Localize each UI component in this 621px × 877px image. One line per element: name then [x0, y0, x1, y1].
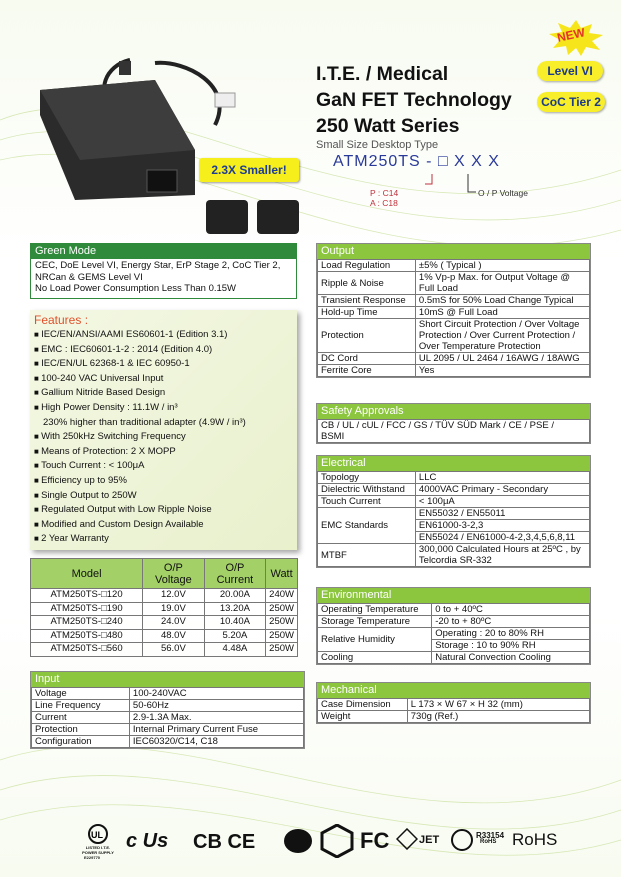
spec-value: 1% Vp-p Max. for Output Voltage @ Full Load	[415, 272, 589, 295]
cul-us-logo: c Us	[126, 830, 169, 852]
spec-label: Storage Temperature	[318, 616, 432, 628]
feature-item: ■ Means of Protection: 2 X MOPP	[30, 445, 297, 460]
features-title: Features :	[34, 313, 89, 327]
current-cell: 4.48A	[204, 643, 266, 657]
cb-ce-logo: CB CE	[193, 831, 256, 853]
spec-value: 730g (Ref.)	[407, 711, 589, 723]
feature-item: ■ IEC/EN/ANSI/AAMI ES60601-1 (Edition 3.1)	[30, 328, 297, 343]
spec-value: L 173 × W 67 × H 32 (mm)	[407, 699, 589, 711]
output-section	[316, 243, 591, 378]
safety-section	[316, 403, 591, 444]
spec-label: Case Dimension	[318, 699, 408, 711]
voltage-cell: 56.0V	[143, 643, 205, 657]
spec-value: ±5% ( Typical )	[415, 260, 589, 272]
spec-value: IEC60320/C14, C18	[129, 736, 303, 748]
bsmi-code: R33154	[476, 831, 505, 840]
mechanical-section	[316, 682, 591, 724]
feature-item: ■ Efficiency up to 95%	[30, 474, 297, 489]
feature-item: ■ High Power Density : 11.1W / in³	[30, 401, 297, 416]
watt-cell: 250W	[266, 629, 298, 643]
spec-label: Line Frequency	[32, 700, 130, 712]
spec-label: Voltage	[32, 688, 130, 700]
spec-value: EN61000-3-2,3	[415, 520, 589, 532]
feature-item: ■ EMC : IEC60601-1-2 : 2014 (Edition 4.0)	[30, 343, 297, 358]
spec-value: Natural Convection Cooling	[432, 652, 590, 664]
spec-label: Dielectric Withstand	[318, 484, 416, 496]
watt-header: Watt	[266, 559, 298, 589]
spec-label: Ferrite Core	[318, 365, 416, 377]
voltage-cell: 19.0V	[143, 602, 205, 616]
code-note-c18: A : C18	[370, 198, 398, 208]
feature-item: ■ Single Output to 250W	[30, 489, 297, 504]
current-cell: 10.40A	[204, 616, 266, 630]
title-line-2: GaN FET Technology	[316, 89, 512, 111]
green-mode-line: CEC, DoE Level VI, Energy Star, ErP Stage 2, CoC Tier 2,	[35, 260, 281, 271]
spec-value: 4000VAC Primary - Secondary	[415, 484, 589, 496]
feature-item: ■ Regulated Output with Low Ripple Noise	[30, 503, 297, 518]
model-cell: ATM250TS-□560	[31, 643, 143, 657]
spec-value: Internal Primary Current Fuse	[129, 724, 303, 736]
watt-cell: 240W	[266, 589, 298, 603]
level-vi-badge: Level VI	[537, 61, 603, 81]
spec-value: 50-60Hz	[129, 700, 303, 712]
safety-title: Safety Approvals	[317, 404, 590, 419]
c14-connector-icon	[206, 200, 248, 234]
spec-label: DC Cord	[318, 353, 416, 365]
smaller-badge: 2.3X Smaller!	[199, 158, 299, 182]
spec-value: Operating : 20 to 80% RH	[432, 628, 590, 640]
model-table	[30, 558, 298, 657]
environmental-title: Environmental	[317, 588, 590, 603]
table-row	[31, 629, 298, 643]
rohs-logo: RoHS	[512, 830, 558, 849]
green-mode-box	[30, 243, 297, 299]
spec-label: Current	[32, 712, 130, 724]
spec-label: Ripple & Noise	[318, 272, 416, 295]
table-row	[31, 589, 298, 603]
spec-value: -20 to + 80ºC	[432, 616, 590, 628]
green-mode-line: NRCan & GEMS Level VI	[35, 271, 143, 283]
spec-value: 100-240VAC	[129, 688, 303, 700]
spec-label: Transient Response	[318, 295, 416, 307]
watt-cell: 250W	[266, 643, 298, 657]
code-note-voltage: O / P Voltage	[478, 188, 528, 198]
model-header: Model	[31, 559, 143, 589]
environmental-section	[316, 587, 591, 665]
spec-label: Cooling	[318, 652, 432, 664]
pse-logo-icon	[283, 826, 313, 856]
feature-item: ■ Touch Current : < 100μA	[30, 459, 297, 474]
model-code-arrows	[400, 172, 490, 202]
spec-value: 0.5mS for 50% Load Change Typical	[415, 295, 589, 307]
electrical-section	[316, 455, 591, 568]
spec-label: Configuration	[32, 736, 130, 748]
feature-item: 230% higher than traditional adapter (4.9W / in³)	[43, 416, 246, 428]
model-cell: ATM250TS-□120	[31, 589, 143, 603]
pse-diamond-icon	[396, 828, 418, 850]
feature-item: ■ IEC/EN/UL 62368-1 & IEC 60950-1	[30, 357, 297, 372]
model-cell: ATM250TS-□480	[31, 629, 143, 643]
feature-item: ■ 2 Year Warranty	[30, 532, 297, 547]
spec-label: Hold-up Time	[318, 307, 416, 319]
safety-line: BSMI	[318, 431, 590, 443]
model-cell: ATM250TS-□190	[31, 602, 143, 616]
safety-line: CB / UL / cUL / FCC / GS / TÜV SÜD Mark / CE / PSE /	[318, 420, 590, 432]
spec-value: UL 2095 / UL 2464 / 16AWG / 18AWG	[415, 353, 589, 365]
feature-item: ■ Modified and Custom Design Available	[30, 518, 297, 533]
spec-label: Touch Current	[318, 496, 416, 508]
model-code: ATM250TS - □ X X X	[333, 153, 500, 170]
input-title: Input	[31, 672, 304, 687]
ul-code-text: E229770	[84, 855, 101, 860]
c18-connector-icon	[257, 200, 299, 234]
voltage-cell: 48.0V	[143, 629, 205, 643]
feature-item: ■ Gallium Nitride Based Design	[30, 386, 297, 401]
svg-text:UL: UL	[91, 830, 103, 840]
spec-value: < 100μA	[415, 496, 589, 508]
spec-label: Weight	[318, 711, 408, 723]
input-section	[30, 671, 305, 749]
mechanical-title: Mechanical	[317, 683, 590, 698]
spec-label: MTBF	[318, 544, 416, 567]
model-cell: ATM250TS-□240	[31, 616, 143, 630]
spec-label: Load Regulation	[318, 260, 416, 272]
ul-listed-text: LISTED I.T.E. POWER SUPPLY	[82, 845, 114, 855]
product-subtitle: Small Size Desktop Type	[316, 139, 439, 151]
voltage-header: O/P Voltage	[143, 559, 205, 589]
spec-value: Storage : 10 to 90% RH	[432, 640, 590, 652]
green-mode-line: No Load Power Consumption Less Than 0.15W	[35, 283, 237, 294]
spec-value: Short Circuit Protection / Over Voltage Protection / Over Current Protection / Over Temperature Protection	[415, 319, 589, 353]
table-row	[31, 602, 298, 616]
electrical-title: Electrical	[317, 456, 590, 471]
bsmi-logo-icon	[450, 828, 474, 852]
spec-value: 2.9-1.3A Max.	[129, 712, 303, 724]
current-header: O/P Current	[204, 559, 266, 589]
spec-label: Relative Humidity	[318, 628, 432, 652]
watt-cell: 250W	[266, 602, 298, 616]
jet-logo: JET	[419, 834, 440, 846]
certification-logos	[78, 822, 568, 862]
spec-value: 0 to + 40ºC	[432, 604, 590, 616]
coc-tier-badge: CoC Tier 2	[537, 92, 605, 112]
voltage-cell: 24.0V	[143, 616, 205, 630]
spec-value: EN55032 / EN55011	[415, 508, 589, 520]
power-adapter-image	[35, 55, 250, 205]
voltage-cell: 12.0V	[143, 589, 205, 603]
features-panel	[30, 310, 297, 550]
rohs-small: RoHS	[480, 839, 497, 845]
new-badge-label: NEW	[555, 25, 587, 45]
tuv-logo-icon	[320, 824, 354, 858]
spec-value: 300,000 Calculated Hours at 25ºC , by Telcordia SR-332	[415, 544, 589, 567]
fc-logo: FC	[360, 828, 390, 853]
spec-value: 10mS @ Full Load	[415, 307, 589, 319]
current-cell: 13.20A	[204, 602, 266, 616]
spec-value: Yes	[415, 365, 589, 377]
spec-label: Topology	[318, 472, 416, 484]
code-note-c14: P : C14	[370, 188, 399, 198]
title-line-1: I.T.E. / Medical	[316, 63, 449, 85]
feature-item: ■ With 250kHz Switching Frequency	[30, 430, 297, 445]
spec-value: EN55024 / EN61000-4-2,3,4,5,6,8,11	[415, 532, 589, 544]
spec-label: Protection	[32, 724, 130, 736]
green-mode-title: Green Mode	[31, 244, 296, 259]
table-row	[31, 616, 298, 630]
spec-label: Operating Temperature	[318, 604, 432, 616]
spec-label: EMC Standards	[318, 508, 416, 544]
watt-cell: 250W	[266, 616, 298, 630]
output-title: Output	[317, 244, 590, 259]
current-cell: 20.00A	[204, 589, 266, 603]
table-row	[31, 643, 298, 657]
spec-value: LLC	[415, 472, 589, 484]
title-line-3: 250 Watt Series	[316, 115, 460, 137]
spec-label: Protection	[318, 319, 416, 353]
feature-item: ■ 100-240 VAC Universal Input	[30, 372, 297, 387]
current-cell: 5.20A	[204, 629, 266, 643]
